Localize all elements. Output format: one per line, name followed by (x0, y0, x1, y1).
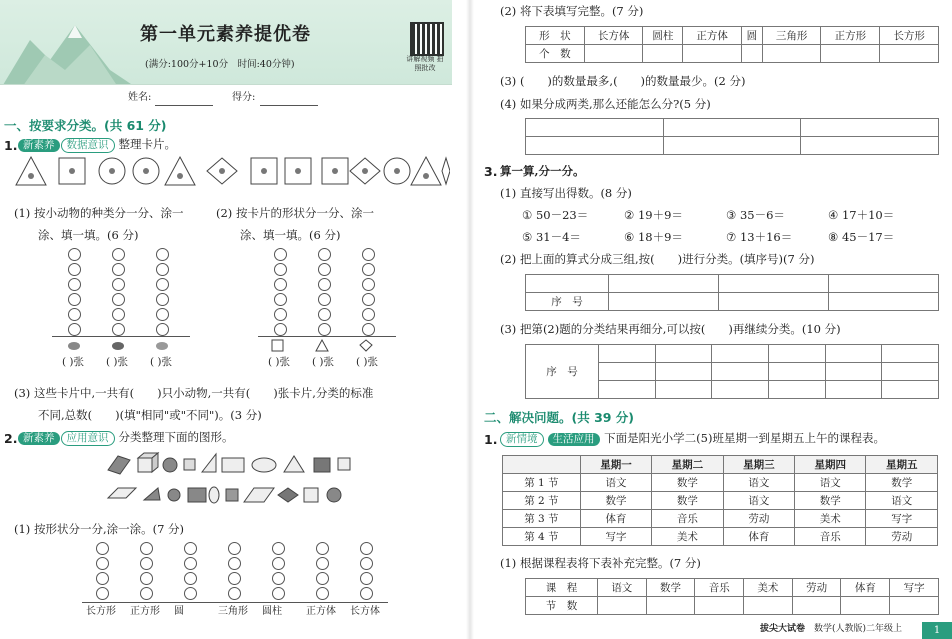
q1-2-column-1[interactable] (274, 246, 287, 338)
schedule-header-cell: 星期四 (795, 456, 866, 474)
schedule-cell: 写字 (866, 510, 938, 528)
q2-1-label: 正方形 (130, 606, 160, 617)
q1-2-count-2[interactable]: ( )张 (312, 356, 335, 368)
q1-1-animal-icons (66, 340, 176, 352)
q2-1-prompt: (1) 按形状分一分,涂一涂。(7 分) (14, 522, 185, 536)
q3-3-grouping-table[interactable] (525, 344, 939, 399)
shape-table-header: 三角形 (762, 27, 821, 45)
schedule-cell: 语文 (795, 474, 866, 492)
p1-number: 1. (484, 432, 498, 447)
q3-heading: 算一算,分一分。 (500, 164, 585, 178)
q2-1-label: 长方体 (350, 606, 380, 617)
right-page (470, 0, 952, 639)
schedule-cell: 数学 (652, 474, 723, 492)
course-count-cell[interactable] (646, 597, 695, 615)
calc-item[interactable]: ② 19＋9＝ (624, 208, 683, 222)
header-banner (0, 0, 452, 110)
schedule-table (502, 455, 938, 546)
schedule-cell: 第 2 节 (503, 492, 581, 510)
q1-3-line1: (3) 这些卡片中,一共有( )只小动物,一共有( )张卡片,分类的标准 (14, 386, 374, 400)
course-table-header: 语文 (597, 579, 646, 597)
calc-item[interactable]: ① 50－23＝ (522, 208, 589, 222)
course-table-header: 数学 (646, 579, 695, 597)
shape-count-cell[interactable] (683, 45, 742, 63)
schedule-cell: 劳动 (866, 528, 938, 546)
schedule-cell: 音乐 (795, 528, 866, 546)
p1-1-prompt: (1) 根据课程表将下表补充完整。(7 分) (500, 556, 701, 570)
q1-1-column-2[interactable] (112, 246, 125, 338)
shape-count-cell[interactable] (741, 45, 762, 63)
page-number: 1 (922, 622, 952, 639)
schedule-row (503, 510, 938, 528)
q3-2-grouping-table[interactable] (525, 274, 939, 311)
schedule-row (503, 528, 938, 546)
left-page (0, 0, 470, 639)
p1-prompt: 新情境 生活应用 下面是阳光小学二(5)班星期一到星期五上午的课程表。 (500, 431, 885, 447)
q2-1-label: 圆柱 (262, 606, 282, 617)
shape-table-header: 圆 (741, 27, 762, 45)
q1-2-count-1[interactable]: ( )张 (268, 356, 291, 368)
q1-1-line2: 涂、填一填。(6 分) (38, 228, 139, 242)
q1-2-column-2[interactable] (318, 246, 331, 338)
course-table-header: 写字 (890, 579, 939, 597)
section-2-heading: 二、解决问题。(共 39 分) (484, 410, 635, 425)
shape-table-header: 长方体 (584, 27, 643, 45)
q2-1-column[interactable] (228, 540, 241, 602)
q1-1-count-1[interactable]: ( )张 (62, 356, 85, 368)
course-table-header: 美术 (744, 579, 793, 597)
shape-table-header: 正方形 (821, 27, 880, 45)
shape-table-header: 正方体 (683, 27, 742, 45)
course-count-cell[interactable] (744, 597, 793, 615)
q1-1-count-2[interactable]: ( )张 (106, 356, 129, 368)
q3-3-seq-label: 序 号 (526, 345, 599, 399)
schedule-row (503, 474, 938, 492)
schedule-cell: 音乐 (652, 510, 723, 528)
shape-table-header: 圆柱 (643, 27, 683, 45)
q3-2-seq-label: 序 号 (526, 293, 609, 311)
qr-code-icon[interactable] (410, 22, 444, 56)
shape-count-cell[interactable] (821, 45, 880, 63)
animal-cards-row (14, 155, 450, 189)
course-count-cell[interactable] (841, 597, 890, 615)
calc-item[interactable]: ④ 17＋10＝ (828, 208, 895, 222)
q3-2-prompt: (2) 把上面的算式分成三组,按( )进行分类。(填序号)(7 分) (500, 252, 815, 266)
q1-2-line1: (2) 按卡片的形状分一分、涂一 (216, 206, 374, 220)
q1-number: 1. (4, 138, 18, 153)
mountain-illustration (0, 10, 140, 90)
q2-2-prompt: (2) 将下表填写完整。(7 分) (500, 4, 644, 18)
footer: 拔尖大试卷 数学(人教版)二年级上 (760, 624, 903, 634)
q1-1-count-3[interactable]: ( )张 (150, 356, 173, 368)
calc-item[interactable]: ⑤ 31－4＝ (522, 230, 581, 244)
schedule-header-cell: 星期五 (866, 456, 938, 474)
q2-prompt: 新素养 应用意识 分类整理下面的图形。 (18, 430, 234, 446)
score-label: 得分: (232, 92, 256, 103)
q2-3-prompt: (3) ( )的数量最多,( )的数量最少。(2 分) (500, 74, 746, 88)
calc-item[interactable]: ⑥ 18＋9＝ (624, 230, 683, 244)
calc-item[interactable]: ⑧ 45－17＝ (828, 230, 895, 244)
schedule-cell: 第 3 节 (503, 510, 581, 528)
name-score-bar (0, 84, 452, 111)
q1-2-column-3[interactable] (362, 246, 375, 338)
schedule-cell: 语文 (723, 474, 794, 492)
q1-prompt: 新素养 数据意识 整理卡片。 (18, 137, 176, 153)
schedule-cell: 体育 (723, 528, 794, 546)
q2-4-answer-table[interactable] (525, 118, 939, 155)
q2-1-label: 正方体 (306, 606, 336, 617)
shapes-to-classify (104, 450, 364, 514)
q2-1-label: 圆 (174, 606, 184, 617)
q2-1-column[interactable] (272, 540, 285, 602)
shape-table-row-label: 个 数 (526, 45, 585, 63)
q3-number: 3. (484, 164, 498, 179)
shape-count-cell[interactable] (584, 45, 643, 63)
q1-1-column-3[interactable] (156, 246, 169, 338)
course-table-header: 音乐 (695, 579, 744, 597)
shape-count-cell[interactable] (880, 45, 939, 63)
calc-item[interactable]: ⑦ 13＋16＝ (726, 230, 793, 244)
course-count-cell[interactable] (792, 597, 841, 615)
shape-table-header: 形 状 (526, 27, 585, 45)
course-count-cell[interactable] (890, 597, 939, 615)
schedule-cell: 写字 (580, 528, 651, 546)
q1-3-line2: 不同,总数( )(填"相同"或"不同")。(3 分) (38, 408, 262, 422)
course-count-table[interactable] (525, 578, 939, 615)
shape-count-cell[interactable] (643, 45, 683, 63)
schedule-cell: 语文 (723, 492, 794, 510)
course-table-header: 课 程 (526, 579, 598, 597)
schedule-cell: 数学 (580, 492, 651, 510)
schedule-cell: 语文 (580, 474, 651, 492)
q1-2-count-3[interactable]: ( )张 (356, 356, 379, 368)
name-label: 姓名: (128, 92, 152, 103)
shape-count-table[interactable] (525, 26, 939, 63)
q2-1-column[interactable] (184, 540, 197, 602)
q2-4-prompt: (4) 如果分成两类,那么还能怎么分?(5 分) (500, 97, 711, 111)
schedule-cell: 第 4 节 (503, 528, 581, 546)
schedule-cell: 数学 (866, 474, 938, 492)
schedule-header-cell: 星期二 (652, 456, 723, 474)
schedule-header-cell: 星期三 (723, 456, 794, 474)
schedule-cell: 语文 (866, 492, 938, 510)
q1-2-shape-icons (270, 339, 380, 353)
course-table-header: 体育 (841, 579, 890, 597)
schedule-cell: 美术 (652, 528, 723, 546)
page-title: 第一单元素养提优卷 (140, 24, 311, 45)
schedule-cell: 数学 (795, 492, 866, 510)
q1-1-column-1[interactable] (68, 246, 81, 338)
q1-2-line2: 涂、填一填。(6 分) (240, 228, 341, 242)
course-count-cell[interactable] (597, 597, 646, 615)
q2-1-column[interactable] (360, 540, 373, 602)
schedule-cell: 体育 (580, 510, 651, 528)
course-count-cell[interactable] (695, 597, 744, 615)
schedule-cell: 数学 (652, 492, 723, 510)
section-1-heading: 一、按要求分类。(共 61 分) (4, 118, 167, 133)
q2-number: 2. (4, 431, 18, 446)
shape-table-header: 长方形 (880, 27, 939, 45)
shape-count-cell[interactable] (762, 45, 821, 63)
q1-1-line1: (1) 按小动物的种类分一分、涂一 (14, 206, 184, 220)
q2-1-label: 三角形 (218, 606, 248, 617)
q3-1-prompt: (1) 直接写出得数。(8 分) (500, 186, 632, 200)
schedule-header-cell (503, 456, 581, 474)
course-table-row-label: 节 数 (526, 597, 598, 615)
page-subtitle: (满分:100分+10分 时间:40分钟) (145, 59, 295, 70)
schedule-row (503, 492, 938, 510)
q2-1-label: 长方形 (86, 606, 116, 617)
course-table-header: 劳动 (792, 579, 841, 597)
schedule-cell: 第 1 节 (503, 474, 581, 492)
q2-1-column[interactable] (96, 540, 109, 602)
q2-1-column[interactable] (316, 540, 329, 602)
q2-1-column[interactable] (140, 540, 153, 602)
schedule-header-cell: 星期一 (580, 456, 651, 474)
q3-3-prompt: (3) 把第(2)题的分类结果再细分,可以按( )再继续分类。(10 分) (500, 322, 841, 336)
calc-item[interactable]: ③ 35－6＝ (726, 208, 785, 222)
schedule-cell: 美术 (795, 510, 866, 528)
qr-caption: 讲解视频 拍照批改 (406, 55, 444, 72)
schedule-cell: 劳动 (723, 510, 794, 528)
